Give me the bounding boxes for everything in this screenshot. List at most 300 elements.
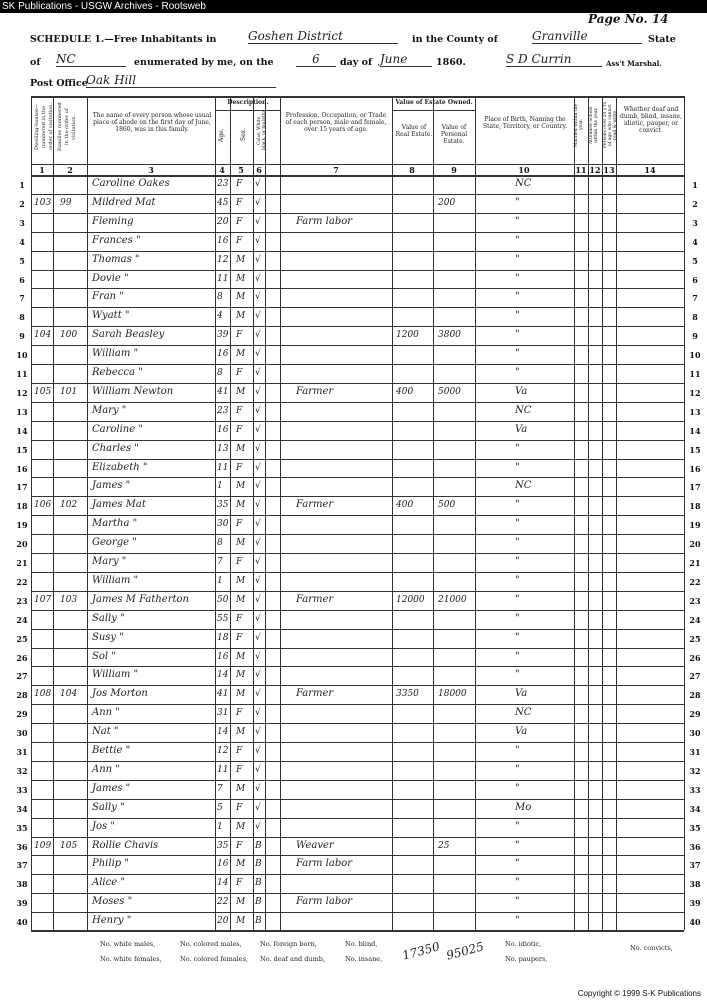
person-sex: M <box>236 311 246 321</box>
col7-heading: Profession, Occupation, or Trade of each person, male and female, over 15 years of age. <box>285 112 387 133</box>
line-number-left: 7 <box>19 293 25 303</box>
person-name: Elizabeth " <box>92 462 148 473</box>
birth-place: NC <box>515 405 532 416</box>
person-occupation: Farm labor <box>296 216 353 227</box>
page-number <box>588 12 669 26</box>
col1-heading: Dwelling-houses—numbered in the order of visitation. <box>34 103 54 151</box>
line-number-left: 16 <box>16 464 28 474</box>
person-age: 12 <box>217 746 229 756</box>
column-number: 9 <box>451 165 457 175</box>
person-age: 45 <box>217 198 229 208</box>
line-number-left: 33 <box>16 785 28 795</box>
person-name: Rebecca " <box>92 367 143 378</box>
personal-estate-value: 21000 <box>438 595 467 605</box>
dwelling-number: 104 <box>34 330 52 340</box>
birth-place: " <box>515 896 520 907</box>
person-name: Sarah Beasley <box>92 329 165 340</box>
footer-white-females: No. white females, <box>100 955 162 963</box>
person-name: Alice " <box>92 877 125 888</box>
line-number-right: 6 <box>692 275 698 285</box>
row-line <box>31 610 684 611</box>
person-sex: M <box>236 481 246 491</box>
line-number-right: 16 <box>689 464 701 474</box>
person-color: √ <box>255 217 261 227</box>
person-age: 1 <box>217 822 223 832</box>
person-age: 14 <box>217 878 229 888</box>
person-age: 16 <box>217 425 229 435</box>
row-line <box>31 704 684 705</box>
line-number-right: 22 <box>689 577 701 587</box>
line-number-right: 23 <box>689 596 701 606</box>
birth-place: NC <box>515 480 532 491</box>
year-label: 1860. <box>436 57 466 68</box>
person-color: √ <box>255 633 261 643</box>
line-number-left: 13 <box>16 407 28 417</box>
column-number: 3 <box>148 165 154 175</box>
personal-estate-value: 500 <box>438 500 456 510</box>
person-age: 16 <box>217 859 229 869</box>
person-sex: F <box>236 463 243 473</box>
person-name: William Newton <box>92 386 174 397</box>
line-number-left: 23 <box>16 596 28 606</box>
birth-place: Va <box>515 726 528 737</box>
person-color: √ <box>255 198 261 208</box>
line-number-left: 19 <box>16 520 28 530</box>
line-number-right: 31 <box>689 747 701 757</box>
person-occupation: Weaver <box>296 840 334 851</box>
person-color: B <box>255 916 262 926</box>
line-number-right: 1 <box>692 180 698 190</box>
family-number: 103 <box>60 595 78 605</box>
person-color: B <box>255 859 262 869</box>
person-sex: M <box>236 916 246 926</box>
column-line <box>602 96 603 930</box>
col9-heading: Value of Personal Estate. <box>440 124 468 145</box>
person-color: √ <box>255 481 261 491</box>
real-estate-value: 1200 <box>396 330 419 340</box>
row-line <box>31 648 684 649</box>
person-color: √ <box>255 576 261 586</box>
person-color: √ <box>255 274 261 284</box>
person-color: √ <box>255 255 261 265</box>
line-number-left: 4 <box>19 237 25 247</box>
person-color: √ <box>255 689 261 699</box>
col4-heading: Age. <box>218 128 225 142</box>
line-number-left: 35 <box>16 823 28 833</box>
grid-numbers-bottom <box>31 175 684 177</box>
archive-banner: SK Publications - USGW Archives - Rootsweb <box>0 0 707 13</box>
person-name: Sally " <box>92 613 125 624</box>
birth-place: " <box>515 499 520 510</box>
line-number-right: 37 <box>689 860 701 870</box>
row-line <box>31 213 684 214</box>
person-sex: M <box>236 727 246 737</box>
line-number-right: 12 <box>689 388 701 398</box>
person-sex: F <box>236 368 243 378</box>
family-number: 104 <box>60 689 78 699</box>
person-name: Mary " <box>92 556 127 567</box>
col10-heading: Place of Birth, Naming the State, Territory, or Country. <box>482 116 567 130</box>
row-line <box>31 685 684 686</box>
person-sex: F <box>236 614 243 624</box>
line-number-left: 40 <box>16 917 28 927</box>
person-color: √ <box>255 727 261 737</box>
personal-estate-value: 25 <box>438 841 450 851</box>
row-line <box>31 780 684 781</box>
line-number-left: 39 <box>16 898 28 908</box>
row-line <box>31 496 684 497</box>
copyright-notice: Copyright © 1999 S-K Publications <box>577 989 701 998</box>
row-line <box>31 799 684 800</box>
personal-estate-value: 3800 <box>438 330 461 340</box>
person-name: Jos " <box>92 821 115 832</box>
footer-total-personal-estate: 95025 <box>444 939 486 963</box>
birth-place: Va <box>515 688 528 699</box>
marshal-field: S D Currin <box>506 52 602 67</box>
line-number-right: 39 <box>689 898 701 908</box>
line-number-right: 15 <box>689 445 701 455</box>
person-name: Caroline Oakes <box>92 178 170 189</box>
person-sex: M <box>236 670 246 680</box>
row-line <box>31 194 684 195</box>
person-sex: F <box>236 217 243 227</box>
person-age: 5 <box>217 803 223 813</box>
person-sex: F <box>236 803 243 813</box>
footer-foreign: No. foreign born, <box>260 940 317 948</box>
person-color: √ <box>255 368 261 378</box>
birth-place: " <box>515 235 520 246</box>
person-sex: F <box>236 236 243 246</box>
footer-insane: No. insane, <box>345 955 383 963</box>
person-name: James " <box>92 783 131 794</box>
personal-estate-value: 5000 <box>438 387 461 397</box>
grid-top-border <box>31 96 684 98</box>
person-color: B <box>255 878 262 888</box>
person-name: Rollie Chavis <box>92 840 159 851</box>
col6-heading: Color, White, black, or mulatto. <box>257 109 267 151</box>
person-name: Sally " <box>92 802 125 813</box>
col2-heading: Families numbered in the order of visitation. <box>57 102 77 152</box>
column-line <box>616 96 617 930</box>
column-number: 2 <box>67 165 73 175</box>
line-number-right: 21 <box>689 558 701 568</box>
column-line <box>280 96 281 930</box>
person-sex: F <box>236 179 243 189</box>
birth-place: " <box>515 273 520 284</box>
line-number-left: 11 <box>16 369 28 379</box>
person-color: √ <box>255 330 261 340</box>
dwelling-number: 103 <box>34 198 52 208</box>
column-line <box>215 96 216 930</box>
row-line <box>31 364 684 365</box>
person-age: 18 <box>217 633 229 643</box>
line-number-right: 8 <box>692 312 698 322</box>
person-name: William " <box>92 348 139 359</box>
person-sex: M <box>236 444 246 454</box>
description-heading: Description. <box>227 99 269 106</box>
column-number: 8 <box>409 165 415 175</box>
person-age: 7 <box>217 557 223 567</box>
state-field: NC <box>56 52 126 67</box>
footer-total-real-estate: 17350 <box>400 939 442 963</box>
person-color: √ <box>255 595 261 605</box>
line-number-right: 5 <box>692 256 698 266</box>
line-number-left: 20 <box>16 539 28 549</box>
footer-blind: No. blind, <box>345 940 378 948</box>
person-color: √ <box>255 463 261 473</box>
person-name: Sol " <box>92 651 116 662</box>
person-occupation: Farmer <box>296 594 334 605</box>
line-number-right: 3 <box>692 218 698 228</box>
family-number: 101 <box>60 387 78 397</box>
person-color: √ <box>255 425 261 435</box>
person-color: √ <box>255 311 261 321</box>
person-sex: F <box>236 198 243 208</box>
column-line <box>87 96 88 930</box>
person-name: Martha " <box>92 518 138 529</box>
row-line <box>31 288 684 289</box>
column-line <box>392 96 393 930</box>
person-age: 50 <box>217 595 229 605</box>
of-label: of <box>30 57 41 68</box>
person-sex: F <box>236 557 243 567</box>
person-sex: F <box>236 746 243 756</box>
birth-place: " <box>515 291 520 302</box>
person-sex: F <box>236 519 243 529</box>
person-age: 30 <box>217 519 229 529</box>
person-occupation: Farm labor <box>296 858 353 869</box>
person-name: Mildred Mat <box>92 197 156 208</box>
person-age: 8 <box>217 538 223 548</box>
person-age: 22 <box>217 897 229 907</box>
person-name: Caroline " <box>92 424 143 435</box>
person-color: √ <box>255 349 261 359</box>
row-line <box>31 515 684 516</box>
row-line <box>31 629 684 630</box>
family-number: 100 <box>60 330 78 340</box>
line-number-right: 34 <box>689 804 701 814</box>
person-name: Ann " <box>92 707 120 718</box>
person-age: 11 <box>217 463 229 473</box>
enumerated-label: enumerated by me, on the <box>134 57 274 68</box>
day-field: 6 <box>296 52 336 67</box>
person-color: B <box>255 897 262 907</box>
line-number-left: 38 <box>16 879 28 889</box>
line-number-right: 33 <box>689 785 701 795</box>
person-sex: F <box>236 765 243 775</box>
person-color: B <box>255 841 262 851</box>
column-number: 12 <box>589 165 601 175</box>
birth-place: " <box>515 651 520 662</box>
person-age: 16 <box>217 652 229 662</box>
real-estate-value: 400 <box>396 387 414 397</box>
line-number-right: 4 <box>692 237 698 247</box>
person-name: Nat " <box>92 726 119 737</box>
person-name: William " <box>92 575 139 586</box>
page-number-value: 14 <box>651 12 669 26</box>
dwelling-number: 105 <box>34 387 52 397</box>
person-color: √ <box>255 557 261 567</box>
footer-convicts: No. convicts, <box>630 944 673 952</box>
birth-place: " <box>515 632 520 643</box>
person-age: 35 <box>217 500 229 510</box>
row-line <box>31 326 684 327</box>
row-line <box>31 440 684 441</box>
birth-place: " <box>515 575 520 586</box>
line-number-left: 2 <box>19 199 25 209</box>
person-sex: M <box>236 576 246 586</box>
person-sex: M <box>236 292 246 302</box>
person-color: √ <box>255 179 261 189</box>
person-color: √ <box>255 614 261 624</box>
family-number: 102 <box>60 500 78 510</box>
person-age: 41 <box>217 387 229 397</box>
dwelling-number: 106 <box>34 500 52 510</box>
person-age: 35 <box>217 841 229 851</box>
line-number-left: 21 <box>16 558 28 568</box>
line-number-left: 6 <box>19 275 25 285</box>
line-number-right: 20 <box>689 539 701 549</box>
row-line <box>31 837 684 838</box>
person-name: Susy " <box>92 632 124 643</box>
line-number-left: 24 <box>16 615 28 625</box>
row-line <box>31 742 684 743</box>
line-number-left: 18 <box>16 501 28 511</box>
person-age: 14 <box>217 727 229 737</box>
line-number-right: 40 <box>689 917 701 927</box>
person-sex: F <box>236 708 243 718</box>
birth-place: NC <box>515 178 532 189</box>
column-line <box>574 96 575 930</box>
column-line <box>588 96 589 930</box>
birth-place: " <box>515 518 520 529</box>
line-number-right: 35 <box>689 823 701 833</box>
person-color: √ <box>255 652 261 662</box>
person-age: 7 <box>217 784 223 794</box>
person-age: 20 <box>217 916 229 926</box>
line-number-right: 9 <box>692 331 698 341</box>
person-color: √ <box>255 803 261 813</box>
column-number: 10 <box>518 165 530 175</box>
post-office-field: Oak Hill <box>86 73 276 88</box>
row-line <box>31 874 684 875</box>
line-number-right: 2 <box>692 199 698 209</box>
person-name: James Mat <box>92 499 146 510</box>
page-number-label: Page No. <box>588 12 648 26</box>
line-number-left: 15 <box>16 445 28 455</box>
person-age: 8 <box>217 368 223 378</box>
row-line <box>31 761 684 762</box>
estate-heading: Value of Estate Owned. <box>395 99 473 106</box>
person-age: 55 <box>217 614 229 624</box>
person-sex: M <box>236 349 246 359</box>
line-number-left: 28 <box>16 690 28 700</box>
birth-place: " <box>515 556 520 567</box>
person-age: 14 <box>217 670 229 680</box>
line-number-left: 29 <box>16 709 28 719</box>
person-color: √ <box>255 822 261 832</box>
footer-idiotic: No. idiotic, <box>505 940 542 948</box>
column-number: 11 <box>575 165 587 175</box>
col11-heading: Married within the year. <box>574 103 584 147</box>
row-line <box>31 270 684 271</box>
line-number-left: 30 <box>16 728 28 738</box>
person-age: 31 <box>217 708 229 718</box>
birth-place: " <box>515 254 520 265</box>
person-age: 20 <box>217 217 229 227</box>
birth-place: " <box>515 537 520 548</box>
person-age: 1 <box>217 481 223 491</box>
person-name: Dovie " <box>92 273 129 284</box>
row-line <box>31 307 684 308</box>
footer-colored-males: No. colored males, <box>180 940 242 948</box>
month-field: June <box>380 52 432 67</box>
birth-place: " <box>515 367 520 378</box>
real-estate-value: 12000 <box>396 595 425 605</box>
person-sex: F <box>236 406 243 416</box>
person-occupation: Farmer <box>296 688 334 699</box>
line-number-right: 27 <box>689 671 701 681</box>
birth-place: " <box>515 858 520 869</box>
family-number: 99 <box>60 198 72 208</box>
person-occupation: Farmer <box>296 499 334 510</box>
column-number: 6 <box>256 165 262 175</box>
row-line <box>31 572 684 573</box>
personal-estate-value: 18000 <box>438 689 467 699</box>
row-line <box>31 345 684 346</box>
person-age: 13 <box>217 444 229 454</box>
person-sex: M <box>236 387 246 397</box>
line-number-right: 13 <box>689 407 701 417</box>
person-sex: M <box>236 689 246 699</box>
line-number-left: 10 <box>16 350 28 360</box>
row-line <box>31 553 684 554</box>
line-number-left: 25 <box>16 634 28 644</box>
column-line <box>253 96 254 930</box>
birth-place: NC <box>515 707 532 718</box>
person-name: Moses " <box>92 896 133 907</box>
line-number-left: 3 <box>19 218 25 228</box>
person-name: Mary " <box>92 405 127 416</box>
person-occupation: Farmer <box>296 386 334 397</box>
line-number-right: 25 <box>689 634 701 644</box>
person-color: √ <box>255 387 261 397</box>
person-color: √ <box>255 746 261 756</box>
birth-place: " <box>515 840 520 851</box>
col8-heading: Value of Real Estate. <box>395 124 433 138</box>
row-line <box>31 534 684 535</box>
column-number: 5 <box>238 165 244 175</box>
person-name: Jos Morton <box>92 688 148 699</box>
birth-place: " <box>515 310 520 321</box>
line-number-right: 10 <box>689 350 701 360</box>
line-number-left: 36 <box>16 842 28 852</box>
person-sex: F <box>236 425 243 435</box>
line-number-left: 32 <box>16 766 28 776</box>
row-line <box>31 421 684 422</box>
row-line <box>31 459 684 460</box>
line-number-left: 37 <box>16 860 28 870</box>
person-name: William " <box>92 669 139 680</box>
col5-heading: Sex. <box>240 128 247 142</box>
line-number-left: 1 <box>19 180 25 190</box>
person-sex: M <box>236 822 246 832</box>
person-sex: M <box>236 652 246 662</box>
row-line <box>31 383 684 384</box>
person-color: √ <box>255 406 261 416</box>
person-color: √ <box>255 538 261 548</box>
line-number-right: 19 <box>689 520 701 530</box>
